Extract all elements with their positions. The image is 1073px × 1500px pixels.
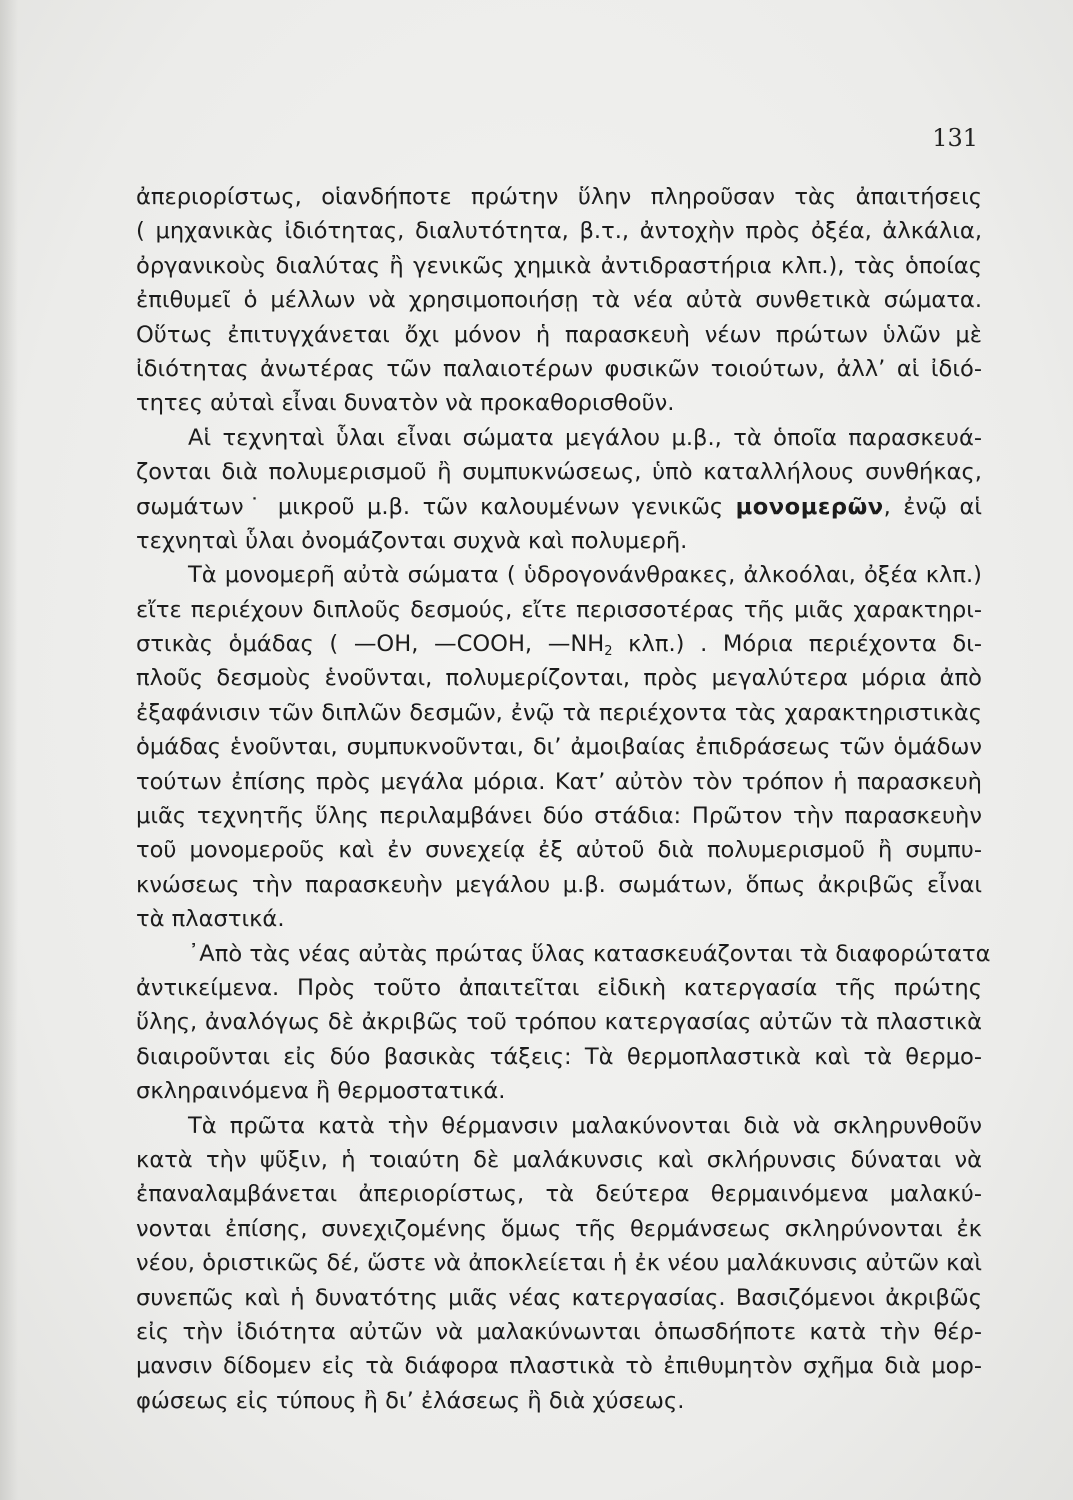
subscript: 2	[604, 644, 613, 660]
text-line: τητες αὐταὶ εἶναι δυνατὸν νὰ προκαθορισθοῦν.	[136, 390, 675, 417]
text-line: ἐπαναλαμβάνεται ἀπεριορίστως, τὰ δεύτερα θερμαινόμενα μαλακύ-	[136, 1181, 982, 1208]
page-gutter-shadow	[0, 0, 18, 1500]
text-line: συνεπῶς καὶ ἡ δυνατότης μιᾶς νέας κατεργασίας. Βασιζόμενοι ἀκριβῶς	[136, 1284, 982, 1311]
text-line: τὰ πλαστικά.	[136, 906, 285, 933]
text-line: ὀργανικοὺς διαλύτας ἢ γενικῶς χημικὰ ἀντιδραστήρια κλπ.), τὰς ὁποίας	[136, 252, 982, 279]
body-text	[136, 180, 991, 1418]
text-line: εἴτε περιέχουν διπλοῦς δεσμούς, εἴτε περισσοτέρας τῆς μιᾶς χαρακτηρι-	[136, 596, 982, 623]
paragraph-5	[136, 1109, 982, 1419]
paragraph-3	[136, 558, 982, 936]
text-line: ( μηχανικὰς ἰδιότητας, διαλυτότητα, β.τ., ἀντοχὴν πρὸς ὀξέα, ἀλκάλια,	[136, 218, 982, 245]
text-line: διαιροῦνται εἰς δύο βασικὰς τάξεις: Τὰ θερμοπλαστικὰ καὶ τὰ θερμο-	[136, 1043, 982, 1070]
text-line: κνώσεως τὴν παρασκευὴν μεγάλου μ.β. σωμάτων, ὅπως ἀκριβῶς εἶναι	[136, 871, 982, 898]
text-line: τούτων ἐπίσης πρὸς μεγάλα μόρια. Κατ’ αὐτὸν τὸν τρόπον ἡ παρασκευὴ	[136, 768, 982, 795]
text-segment: , ἐνῷ αἱ	[883, 493, 982, 520]
text-line: Τὰ μονομερῆ αὐτὰ σώματα ( ὑδρογονάνθρακες, ἀλκοόλαι, ὀξέα κλπ.)	[188, 562, 982, 589]
text-line: τεχνηταὶ ὗλαι ὀνομάζονται συχνὰ καὶ πολυμερῆ.	[136, 527, 688, 554]
text-line: ἐξαφάνισιν τῶν διπλῶν δεσμῶν, ἐνῷ τὰ περιέχοντα τὰς χαρακτηριστικὰς	[136, 699, 982, 726]
text-segment: στικὰς ὁμάδας ( —OH, —COOH, —NH	[136, 631, 605, 658]
bold-term-monomeron: μονομερῶν	[735, 493, 884, 520]
text-segment: σωμάτων˙ μικροῦ μ.β. τῶν καλουμένων γενικῶς	[136, 493, 724, 520]
text-line: μιᾶς τεχνητῆς ὕλης περιλαμβάνει δύο στάδια: Πρῶτον τὴν παρασκευὴν	[136, 803, 982, 830]
paragraph-4	[136, 937, 991, 1109]
paragraph-2	[136, 421, 982, 559]
text-line: Αἱ τεχνηταὶ ὗλαι εἶναι σώματα μεγάλου μ.β., τὰ ὁποῖα παρασκευά-	[188, 424, 982, 451]
text-line: ἀπεριορίστως, οἱανδήποτε πρώτην ὕλην πληροῦσαν τὰς ἀπαιτήσεις	[136, 184, 982, 210]
text-line: Οὕτως ἐπιτυγχάνεται ὄχι μόνον ἡ παρασκευὴ νέων πρώτων ὑλῶν μὲ	[136, 321, 982, 348]
text-line: κατὰ τὴν ψῦξιν, ἡ τοιαύτη δὲ μαλάκυνσις καὶ σκλήρυνσις δύναται νὰ	[136, 1146, 982, 1173]
text-line: Τὰ πρῶτα κατὰ τὴν θέρμανσιν μαλακύνονται διὰ νὰ σκληρυνθοῦν	[188, 1112, 982, 1139]
text-line: ὕλης, ἀναλόγως δὲ ἀκριβῶς τοῦ τρόπου κατεργασίας αὐτῶν τὰ πλαστικὰ	[136, 1009, 982, 1036]
text-line: μανσιν δίδομεν εἰς τὰ διάφορα πλαστικὰ τὸ ἐπιθυμητὸν σχῆμα διὰ μορ-	[136, 1353, 982, 1380]
text-line: ᾿Απὸ τὰς νέας αὐτὰς πρώτας ὕλας κατασκευάζονται τὰ διαφορώτατα	[188, 940, 991, 967]
text-line: ὁμάδας ἑνοῦνται, συμπυκνοῦνται, δι’ ἀμοιβαίας ἐπιδράσεως τῶν ὁμάδων	[136, 734, 982, 761]
text-line: ἀντικείμενα. Πρὸς τοῦτο ἀπαιτεῖται εἰδικὴ κατεργασία τῆς πρώτης	[136, 974, 982, 1001]
text-line: ἐπιθυμεῖ ὁ μέλλων νὰ χρησιμοποιήσῃ τὰ νέα αὐτὰ συνθετικὰ σώματα.	[136, 287, 982, 314]
text-line: ζονται διὰ πολυμερισμοῦ ἢ συμπυκνώσεως, ὑπὸ καταλλήλους συνθήκας,	[136, 459, 982, 486]
text-line-with-bold-term	[136, 490, 982, 524]
text-line: νονται ἐπίσης, συνεχιζομένης ὅμως τῆς θερμάνσεως σκληρύνονται ἐκ	[136, 1215, 982, 1242]
text-line: σκληραινόμενα ἢ θερμοστατικά.	[136, 1078, 506, 1105]
page-number: 131	[932, 124, 978, 152]
paragraph-1	[136, 180, 982, 421]
text-line: νέου, ὁριστικῶς δέ, ὥστε νὰ ἀποκλείεται ἡ ἐκ νέου μαλάκυνσις αὐτῶν καὶ	[136, 1250, 982, 1277]
text-line: πλοῦς δεσμοὺς ἑνοῦνται, πολυμερίζονται, πρὸς μεγαλύτερα μόρια ἀπὸ	[136, 665, 982, 692]
text-line: εἰς τὴν ἰδιότητα αὐτῶν νὰ μαλακύνωνται ὁπωσδήποτε κατὰ τὴν θέρ-	[136, 1318, 982, 1345]
text-segment: κλπ.) . Μόρια περιέχοντα δι-	[612, 631, 982, 658]
text-line: ἰδιότητας ἀνωτέρας τῶν παλαιοτέρων φυσικῶν τοιούτων, ἀλλ’ αἱ ἰδιό-	[136, 355, 982, 382]
text-line: τοῦ μονομεροῦς καὶ ἐν συνεχείᾳ ἐξ αὐτοῦ διὰ πολυμερισμοῦ ἢ συμπυ-	[136, 837, 982, 864]
text-line-with-formula	[136, 627, 982, 661]
text-line: φώσεως εἰς τύπους ἢ δι’ ἐλάσεως ἢ διὰ χύσεως.	[136, 1387, 685, 1414]
